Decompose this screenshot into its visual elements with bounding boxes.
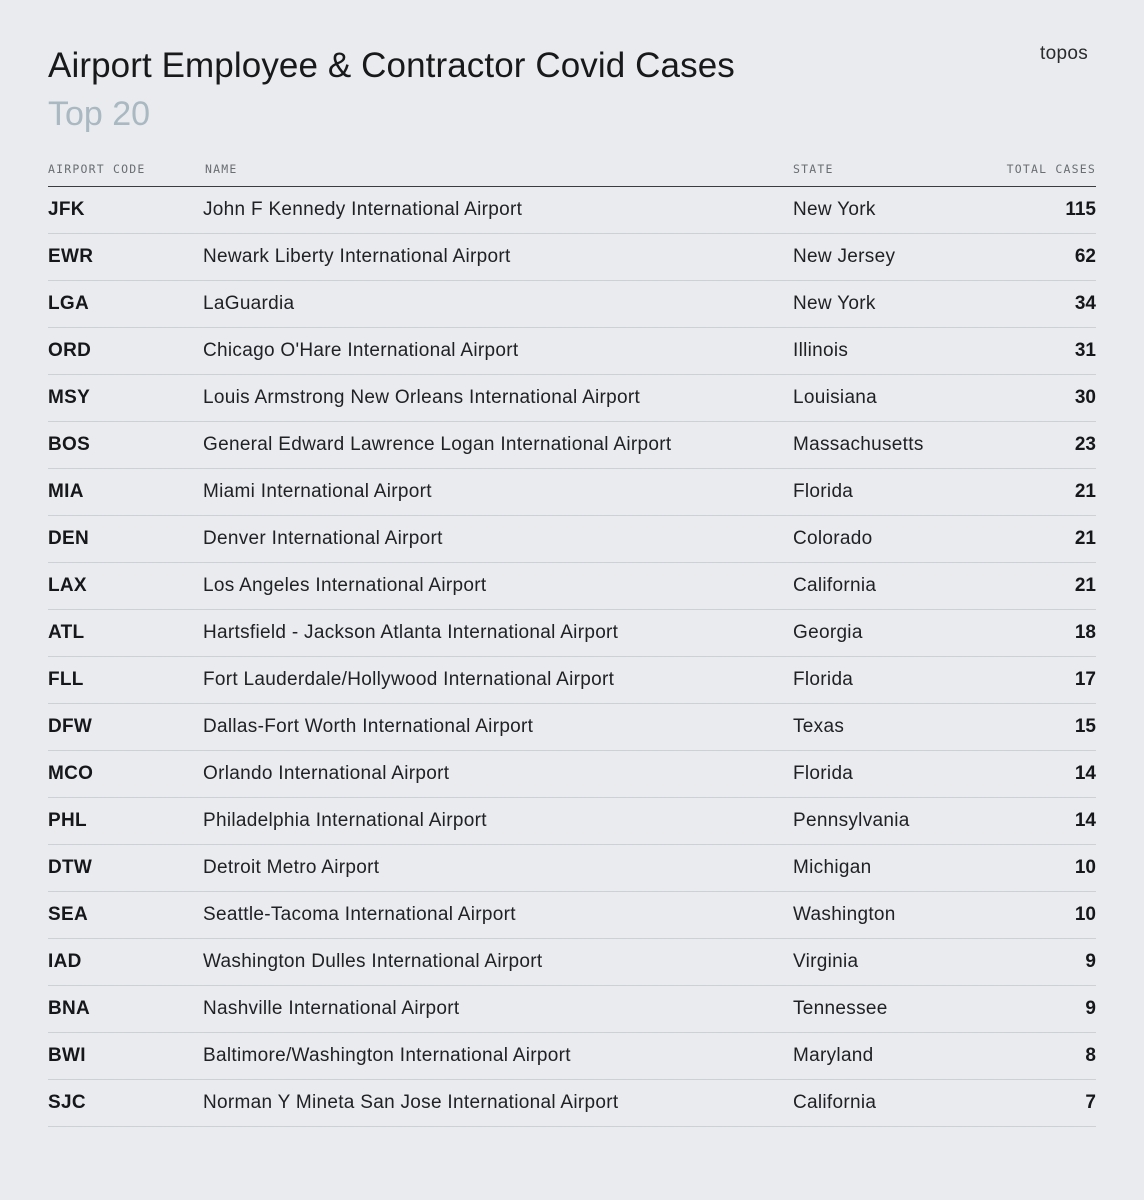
table-body: [48, 187, 1096, 1127]
airport-name-cell: Los Angeles International Airport: [203, 575, 487, 596]
total-cases-cell: 18: [1074, 622, 1096, 643]
page-subtitle: Top 20: [48, 95, 151, 133]
table-row: [48, 986, 1096, 1033]
airport-code-cell: FLL: [48, 669, 84, 690]
state-cell: Florida: [793, 481, 854, 502]
table-row: [48, 657, 1096, 704]
airport-code-cell: BWI: [48, 1045, 86, 1066]
state-cell: New York: [793, 199, 876, 220]
airport-name-cell: Louis Armstrong New Orleans International Airport: [203, 387, 641, 408]
airport-code-cell: DEN: [48, 528, 90, 549]
airport-name-cell: Fort Lauderdale/Hollywood International Airport: [203, 669, 615, 690]
state-cell: Pennsylvania: [793, 810, 910, 831]
cases-table: [48, 158, 1096, 1127]
total-cases-cell: 8: [1085, 1045, 1096, 1066]
total-cases-cell: 17: [1074, 669, 1096, 690]
table-row: [48, 375, 1096, 422]
airport-name-cell: Orlando International Airport: [203, 763, 450, 784]
total-cases-cell: 31: [1074, 340, 1096, 361]
state-cell: Massachusetts: [793, 434, 924, 455]
table-row: [48, 892, 1096, 939]
state-cell: California: [793, 575, 877, 596]
column-header-state: STATE: [793, 162, 834, 176]
state-cell: Florida: [793, 763, 854, 784]
table-row: [48, 422, 1096, 469]
table-row: [48, 328, 1096, 375]
airport-name-cell: Nashville International Airport: [203, 998, 460, 1019]
column-header-name: NAME: [205, 162, 238, 176]
total-cases-cell: 34: [1074, 293, 1096, 314]
airport-name-cell: Denver International Airport: [203, 528, 443, 549]
airport-name-cell: Dallas-Fort Worth International Airport: [203, 716, 534, 737]
table-row: [48, 751, 1096, 798]
total-cases-cell: 10: [1074, 857, 1096, 878]
table-row: [48, 281, 1096, 328]
state-cell: Georgia: [793, 622, 863, 643]
table-row: [48, 469, 1096, 516]
airport-code-cell: IAD: [48, 951, 82, 972]
total-cases-cell: 23: [1074, 434, 1096, 455]
airport-name-cell: Philadelphia International Airport: [203, 810, 487, 831]
table-header: [48, 158, 1096, 187]
table-row: [48, 939, 1096, 986]
table-row: [48, 798, 1096, 845]
total-cases-cell: 10: [1074, 904, 1096, 925]
airport-name-cell: LaGuardia: [203, 293, 295, 314]
total-cases-cell: 62: [1074, 246, 1096, 267]
table-row: [48, 704, 1096, 751]
airport-code-cell: MCO: [48, 763, 94, 784]
airport-code-cell: LAX: [48, 575, 87, 596]
airport-name-cell: Chicago O'Hare International Airport: [203, 340, 519, 361]
topos-logo: topos: [1040, 43, 1088, 64]
airport-name-cell: Miami International Airport: [203, 481, 432, 502]
state-cell: Washington: [793, 904, 896, 925]
table-row: [48, 1033, 1096, 1080]
state-cell: New York: [793, 293, 876, 314]
airport-code-cell: ORD: [48, 340, 92, 361]
total-cases-cell: 14: [1074, 763, 1096, 784]
airport-name-cell: General Edward Lawrence Logan International Airport: [203, 434, 672, 455]
airport-name-cell: Seattle-Tacoma International Airport: [203, 904, 516, 925]
airport-code-cell: DFW: [48, 716, 93, 737]
airport-code-cell: BOS: [48, 434, 91, 455]
airport-code-cell: SJC: [48, 1092, 86, 1113]
state-cell: Michigan: [793, 857, 872, 878]
table-row: [48, 187, 1096, 234]
total-cases-cell: 21: [1074, 575, 1096, 596]
total-cases-cell: 21: [1074, 528, 1096, 549]
airport-name-cell: Norman Y Mineta San Jose International Airport: [203, 1092, 619, 1113]
airport-name-cell: Detroit Metro Airport: [203, 857, 380, 878]
state-cell: Tennessee: [793, 998, 888, 1019]
table-row: [48, 516, 1096, 563]
table-row: [48, 234, 1096, 281]
airport-name-cell: Hartsfield - Jackson Atlanta International Airport: [203, 622, 619, 643]
page-title: Airport Employee & Contractor Covid Cases: [48, 46, 735, 85]
total-cases-cell: 21: [1074, 481, 1096, 502]
airport-name-cell: Baltimore/Washington International Airport: [203, 1045, 571, 1066]
total-cases-cell: 30: [1074, 387, 1096, 408]
column-header-total-cases: TOTAL CASES: [1006, 162, 1096, 176]
column-header-airport-code: AIRPORT CODE: [48, 162, 146, 176]
state-cell: New Jersey: [793, 246, 896, 267]
state-cell: Maryland: [793, 1045, 874, 1066]
state-cell: Louisiana: [793, 387, 878, 408]
airport-name-cell: Newark Liberty International Airport: [203, 246, 511, 267]
table-row: [48, 610, 1096, 657]
state-cell: Colorado: [793, 528, 873, 549]
total-cases-cell: 7: [1085, 1092, 1096, 1113]
total-cases-cell: 15: [1074, 716, 1096, 737]
airport-code-cell: SEA: [48, 904, 88, 925]
state-cell: Illinois: [793, 340, 849, 361]
total-cases-cell: 14: [1074, 810, 1096, 831]
state-cell: Florida: [793, 669, 854, 690]
state-cell: Texas: [793, 716, 845, 737]
total-cases-cell: 115: [1065, 199, 1096, 220]
airport-code-cell: JFK: [48, 199, 85, 220]
airport-code-cell: DTW: [48, 857, 93, 878]
total-cases-cell: 9: [1085, 951, 1096, 972]
airport-name-cell: John F Kennedy International Airport: [203, 199, 523, 220]
table-row: [48, 845, 1096, 892]
airport-code-cell: EWR: [48, 246, 94, 267]
airport-code-cell: LGA: [48, 293, 90, 314]
table-row: [48, 1080, 1096, 1127]
state-cell: Virginia: [793, 951, 859, 972]
airport-code-cell: MIA: [48, 481, 84, 502]
airport-code-cell: BNA: [48, 998, 91, 1019]
table-row: [48, 563, 1096, 610]
airport-code-cell: ATL: [48, 622, 85, 643]
total-cases-cell: 9: [1085, 998, 1096, 1019]
airport-name-cell: Washington Dulles International Airport: [203, 951, 543, 972]
state-cell: California: [793, 1092, 877, 1113]
airport-code-cell: PHL: [48, 810, 87, 831]
airport-code-cell: MSY: [48, 387, 91, 408]
